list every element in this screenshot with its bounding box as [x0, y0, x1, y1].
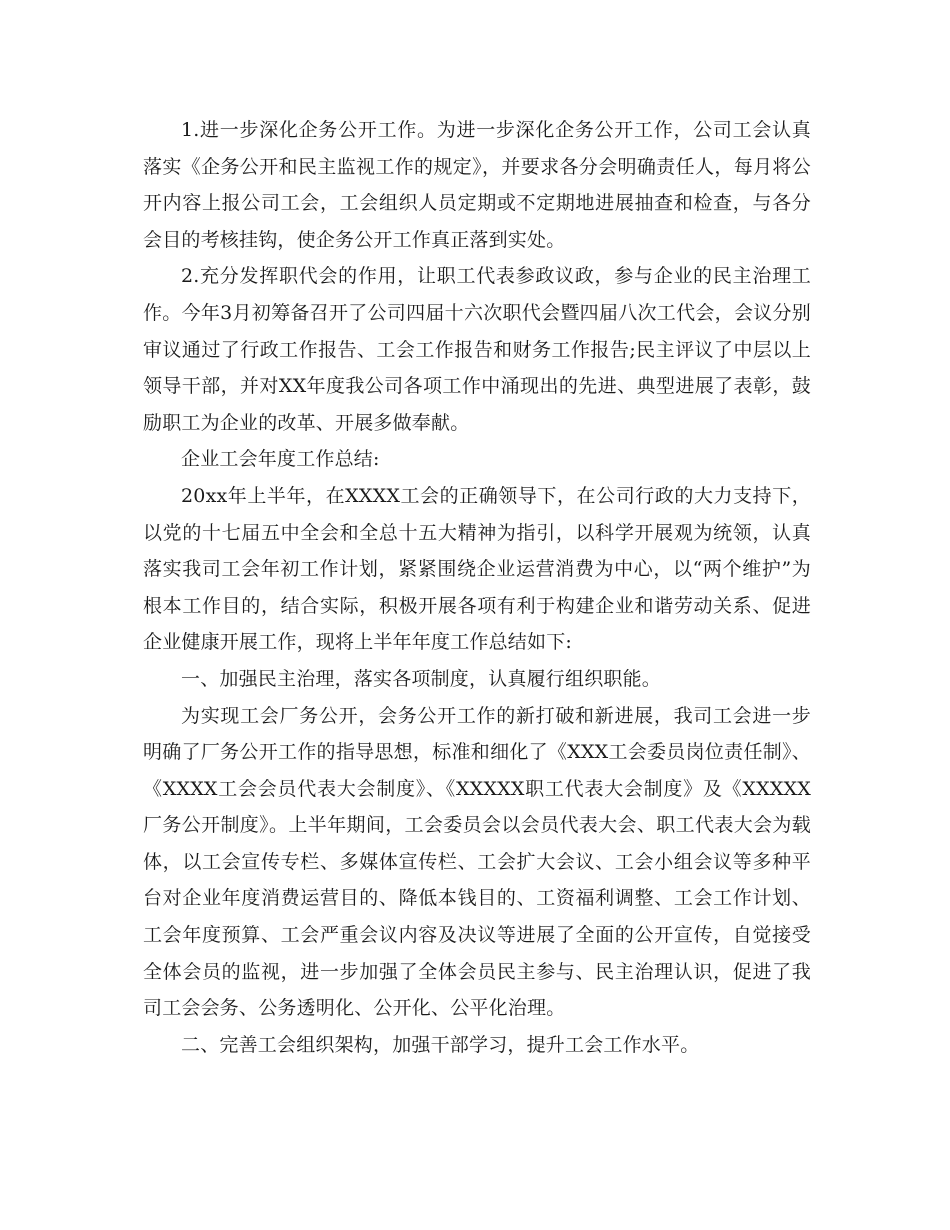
section-heading-annual-summary: 企业工会年度工作总结: [181, 448, 380, 471]
section-heading-one: 一、加强民主治理，落实各项制度，认真履行组织职能。 [181, 667, 662, 690]
paragraph-workers-congress: 2.充分发挥职代会的作用，让职工代表参政议政，参与企业的民主治理工作。今年3月初筹备召开了公司四届十六次职代会暨四届八次工代会，会议分别审议通过了行政工作报告、工会工作报告和财务工作报告;民主评议了中层以上领导干部，并对XX年度我公司各项工作中涌现出的先进、典型进展了表彰，鼓励职工为企业的改革、开展多做奉献。 [143, 265, 811, 434]
paragraph-summary-intro: 20xx年上半年，在XXXX工会的正确领导下，在公司行政的大力支持下，以党的十七届五中全会和全总十五大精神为指引，以科学开展观为统领，认真落实我司工会年初工作计划，紧紧围绕企业运营消费为中心，以“两个维护”为根本工作目的，结合实际，积极开展各项有利于构建企业和谐劳动关系、促进企业健康开展工作，现将上半年年度工作总结如下: [143, 484, 811, 654]
paragraph-open-affairs: 为实现工会厂务公开，会务公开工作的新打破和新进展，我司工会进一步明确了厂务公开工作的指导思想，标准和细化了《XXX工会委员岗位责任制》、《XXXX工会会员代表大会制度》、《XXXXX职工代表大会制度》及《XXXXX厂务公开制度》。上半年期间，工会委员会以会员代表大会、职工代表大会为载体，以工会宣传专栏、多媒体宣传栏、工会扩大会议、工会小组会议等多种平台对企业年度消费运营目的、降低本钱目的、工资福利调整、工会工作计划、工会年度预算、工会严重会议内容及决议等进展了全面的公开宣传，自觉接受全体会员的监视，进一步加强了全体会员民主参与、民主治理认识，促进了我司工会会务、公务透明化、公开化、公平化治理。 [143, 704, 811, 1020]
section-heading-two: 二、完善工会组织架构，加强干部学习，提升工会工作水平。 [181, 1033, 700, 1056]
paragraph-disclosure: 1.进一步深化企务公开工作。为进一步深化企务公开工作，公司工会认真落实《企务公开和民主监视工作的规定》，并要求各分会明确责任人，每月将公开内容上报公司工会，工会组织人员定期或不定期地进展抽查和检查，与各分会目的考核挂钩，使企务公开工作真正落到实处。 [143, 119, 811, 251]
document-body [143, 112, 811, 1063]
